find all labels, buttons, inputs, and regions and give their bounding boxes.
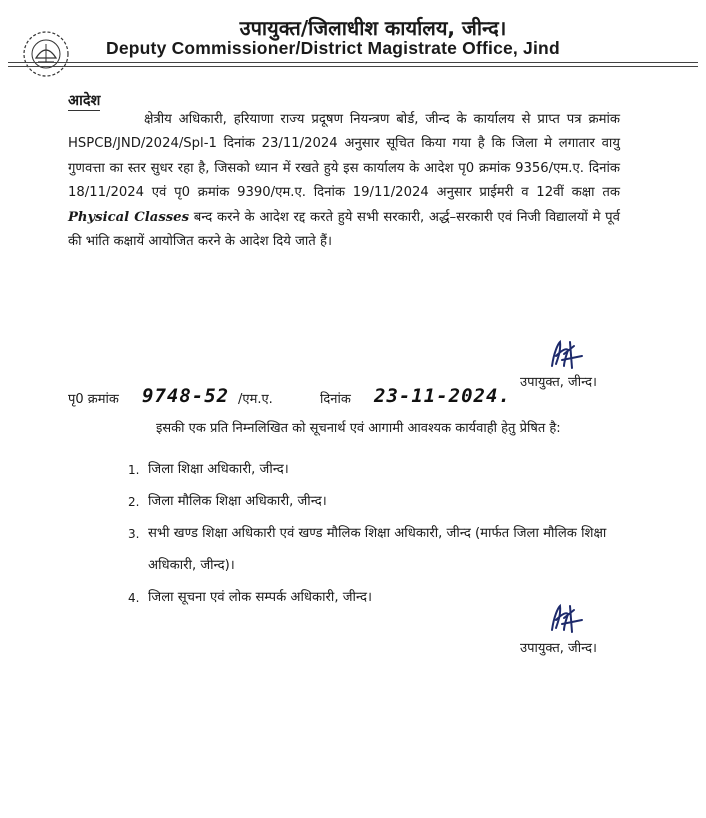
endorsement-number: 9748-52 <box>142 385 230 407</box>
list-item-number: 1. <box>128 463 140 477</box>
list-item-text: जिला मौलिक शिक्षा अधिकारी, जीन्द। <box>148 494 327 509</box>
order-bold-term: Physical Classes <box>68 209 189 225</box>
signature-icon <box>546 602 586 636</box>
list-item <box>128 454 628 486</box>
copy-intro-text: इसकी एक प्रति निम्नलिखित को सूचनार्थ एवं आगामी आवश्यक कार्यवाही हेतु <box>156 421 516 436</box>
endorsement-date-label: दिनांक <box>320 392 351 407</box>
order-first-line: क्षेत्रीय अधिकारी, हरियाणा राज्य प्रदूषण नियन्त्रण बोर्ड, जीन्द के कार्यालय से <box>144 112 531 127</box>
order-body-text: प्राप्त पत्र क्रमांक HSPCB/JND/2024/Spl-1 दिनांक 23/11/2024 अनुसार सूचित किया गया है कि जिला मे लगातार वायु गुणवत्ता का स्तर सुधर रहा है, जिसको ध्यान में रखते हुये इस कार्यालय के आदेश पृ0 क्रमांक 9356/एम.ए. दिनांक 18/11/2024 एवं पृ0 क्रमांक 9390/एम.ए. दिनांक 19/11/2024 अनुसार प्राईमरी व 12वीं कक्षा तक <box>68 112 621 201</box>
order-body <box>68 108 620 254</box>
copy-intro <box>68 418 620 440</box>
header-rule <box>8 62 698 63</box>
endorsement-date: 23-11-2024. <box>374 385 511 407</box>
signature <box>546 338 586 372</box>
list-item-text: जिला सूचना एवं लोक सम्पर्क अधिकारी, जीन्द। <box>148 590 373 605</box>
signatory-designation: उपायुक्त, जीन्द। <box>520 375 597 390</box>
recipient-list <box>128 454 628 614</box>
copy-signatory-designation: उपायुक्त, जीन्द। <box>520 641 597 656</box>
list-item-number: 3. <box>128 527 140 541</box>
list-item-number: 2. <box>128 495 140 509</box>
list-item-text: सभी खण्ड शिक्षा अधिकारी एवं खण्ड मौलिक शिक्षा अधिकारी, जीन्द (मार्फत जिला मौलिक शिक्षा अधिकारी, जीन्द)। <box>148 526 607 573</box>
list-item <box>128 486 628 518</box>
list-item <box>128 518 628 582</box>
signature-icon <box>546 338 586 372</box>
signature-copy <box>546 602 586 636</box>
endorsement-suffix: /एम.ए. <box>238 392 273 407</box>
list-item-number: 4. <box>128 591 140 605</box>
office-title-english: Deputy Commissioner/District Magistrate Office, Jind <box>106 38 560 58</box>
list-item-text: जिला शिक्षा अधिकारी, जीन्द। <box>148 462 289 477</box>
office-title-hindi: उपायुक्त/जिलाधीश कार्यालय, जीन्द। <box>239 16 507 40</box>
order-heading: आदेश <box>68 90 100 111</box>
endorsement-label: पृ0 क्रमांक <box>68 392 119 407</box>
header-rule-secondary <box>8 66 698 67</box>
copy-intro-rest: प्रेषित है: <box>519 421 561 436</box>
endorsement-line <box>68 385 628 411</box>
order-body-text-end: बन्द करने के आदेश रद्द करते हुये सभी सरकारी, अर्द्ध–सरकारी एवं निजी विद्यालयों मे पूर्व की भांति कक्षायें आयोजित करने के आदेश दिये जाते हैं। <box>68 209 620 250</box>
